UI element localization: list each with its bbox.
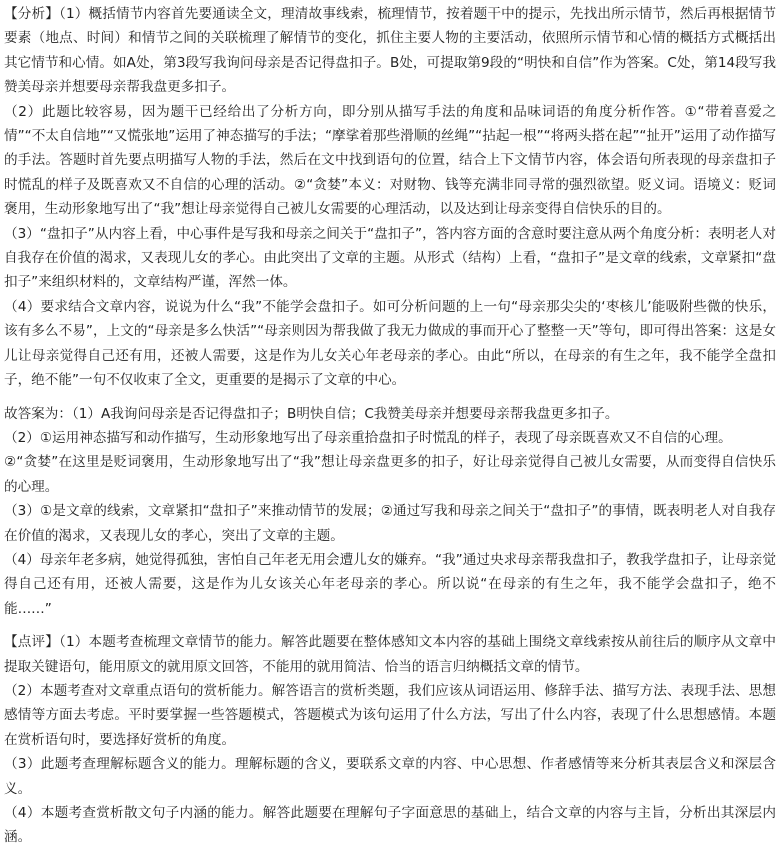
answer-paragraph-3: ②“贪婪”在这里是贬词褒用，生动形象地写出了“我”想让母亲盘更多的扣子，好让母亲觉得自己被儿女需要，从而变得自信快乐的心理。	[4, 454, 776, 495]
comment-paragraph-4: （4）本题考查赏析散文句子内涵的能力。解答此题要在理解句子字面意思的基础上，结合文章的内容与主旨，分析出其深层内涵。	[4, 805, 776, 846]
section-divider	[4, 621, 776, 630]
answer-paragraph-2: （2）①运用神态描写和动作描写，生动形象地写出了母亲重拾盘扣子时慌乱的样子，表现了母亲既喜欢又不自信的心理。	[4, 429, 732, 446]
answer-paragraph-5: （4）母亲年老多病，她觉得孤独，害怕自己年老无用会遭儿女的嫌弃。“我”通过央求母亲帮我盘扣子，教我学盘扣子，让母亲觉得自己还有用，还被人需要，这是作为儿女该关心年老母亲的孝心。所以说“在母亲的有生之年，我不能学会盘扣子，绝不能……”	[4, 551, 776, 617]
section-divider	[4, 393, 776, 402]
analysis-paragraph-4: （4）要求结合文章内容，说说为什么“我”不能学会盘扣子。如可分析问题的上一句“母亲那尖尖的‘枣核儿’能吸附些微的快乐，该有多么不易”，上文的“母亲是多么快活”“母亲则因为帮我做了我无力做成的事而开心了整整一天”等句，即可得出答案：这是女儿让母亲觉得自己还有用，还被人需要，这是作为儿女关心年老母亲的孝心。由此“所以，在母亲的有生之年，我不能学全盘扣子，绝不能”一句不仅收束了全文，更重要的是揭示了文章的中心。	[4, 298, 776, 389]
analysis-paragraph-3: （3）“盘扣子”从内容上看，中心事件是写我和母亲之间关于“盘扣子”，答内容方面的含意时要注意从两个角度分析：表明老人对自我存在价值的渴求，又表现儿女的孝心。由此突出了文章的主题。从形式（结构）上看，“盘扣子”是文章的线索，文章紧扣“盘扣子”来组织材料的，文章结构严谨，浑然一体。	[4, 225, 776, 291]
comment-paragraph-1: 【点评】（1）本题考查梳理文章情节的能力。解答此题要在整体感知文本内容的基础上围绕文章线索按从前往后的顺序从文章中提取关键语句，能用原文的就用原文回答，不能用的就用简洁、恰当的语言归纳概括文章的情节。	[4, 634, 776, 675]
analysis-paragraph-1: 【分析】（1）概括情节内容首先要通读全文，理清故事线索，梳理情节，按着题干中的提示，先找出所示情节，然后再根据情节要素（地点、时间）和情节之间的关联梳理了解情节的变化，抓住主要人物的主要活动，依照所示情节和心情的概括方式概括出其它情节和心情。如A处，第3段写我询问母亲是否记得盘扣子。B处，可提取第9段的“明快和自信”作为答案。C处，第14段写我赞美母亲并想要母亲帮我盘更多扣子。	[4, 6, 776, 96]
answer-paragraph-4: （3）①是文章的线索，文章紧扣“盘扣子”来推动情节的发展；②通过写我和母亲之间关于“盘扣子”的事情，既表明老人对自我存在价值的渴求，又表现儿女的孝心，突出了文章的主题。	[4, 503, 776, 544]
analysis-section	[4, 2, 776, 393]
comment-paragraph-2: （2）本题考查对文章重点语句的赏析能力。解答语言的赏析类题，我们应该从词语运用、修辞手法、描写方法、表现手法、思想感情等方面去考虑。平时要掌握一些答题模式，答题模式为该句运用了什么方法，写出了什么内容，表现了什么思想感情。本题在赏析语句时，要选择好赏析的角度。	[4, 682, 776, 748]
answer-paragraph-1: 故答案为：（1）A我询问母亲是否记得盘扣子；B明快自信；C我赞美母亲并想要母亲帮我盘更多扣子。	[4, 405, 619, 422]
analysis-paragraph-2: （2）此题比较容易，因为题干已经给出了分析方向，即分别从描写手法的角度和品味词语的角度分析作答。①“带着喜爱之情”“不太自信地”“又慌张地”运用了神态描写的手法；“摩挲着那些滑顺的丝绳”“拈起一根”“将两头搭在起”“扯开”运用了动作描写的手法。答题时首先要点明描写人物的手法，然后在文中找到语句的位置，结合上下文情节内容，体会语句所表现的母亲盘扣子时慌乱的样子及既喜欢又不自信的心理的活动。②“贪婪”本义：对财物、钱等充满非同寻常的强烈欲望。贬义词。语境义：贬词褒用，生动形象地写出了“我”想让母亲觉得自己被儿女需要的心理活动，以及达到让母亲变得自信快乐的目的。	[4, 103, 776, 218]
comment-section	[4, 630, 776, 850]
comment-paragraph-3: （3）此题考查理解标题含义的能力。理解标题的含义，要联系文章的内容、中心思想、作者感情等来分析其表层含义和深层含义。	[4, 756, 776, 797]
answer-section	[4, 402, 776, 622]
